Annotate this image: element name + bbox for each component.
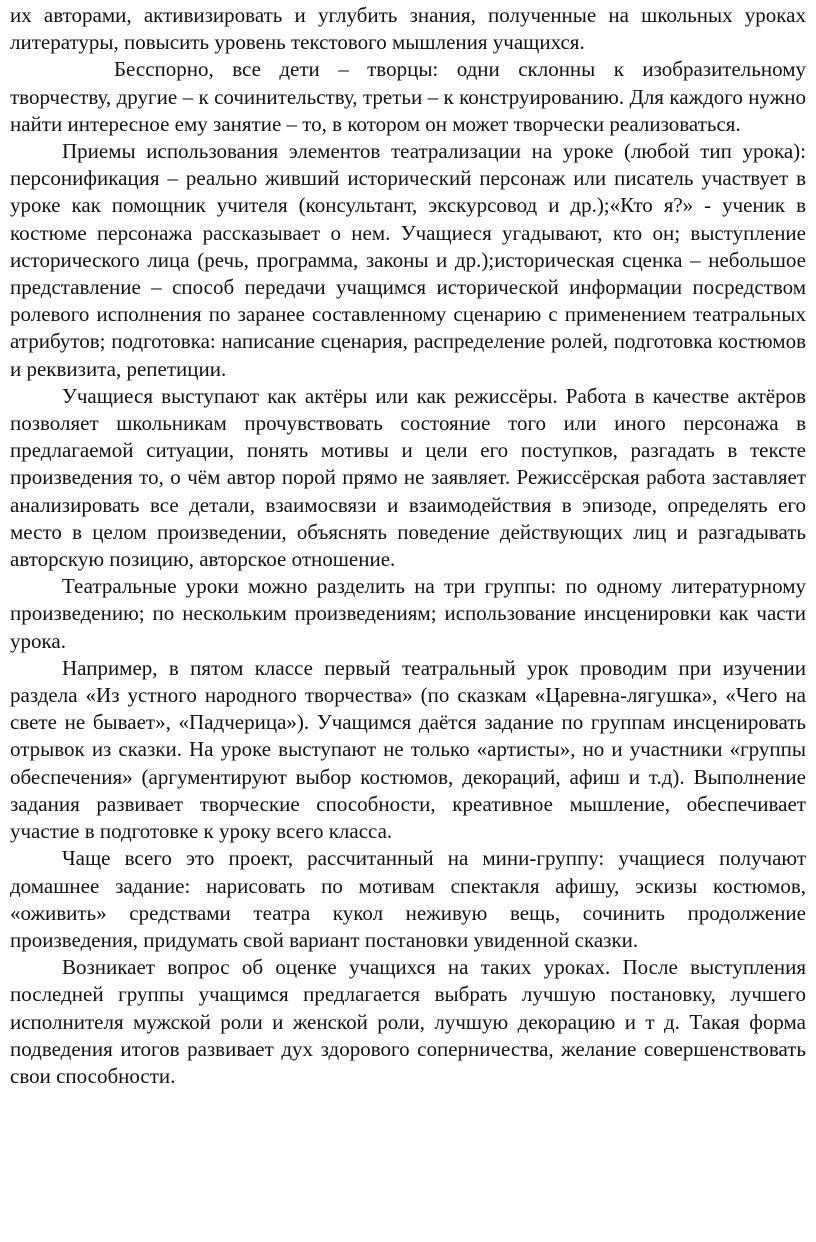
paragraph-lesson-groups: Театральные уроки можно разделить на три группы: по одному литературному произведению; по нескольким произведениям; использование инсценировки как части урока. — [10, 574, 806, 653]
paragraph-assessment: Возникает вопрос об оценке учащихся на таких уроках. После выступления последней группы учащимся предлагается выбрать лучшую постановку, лучшего исполнителя мужской роли и женской роли, лучшую декорацию и т д. Такая форма подведения итогов развивает дух здорового соперничества, желание совершенствовать свои способности. — [10, 955, 806, 1088]
paragraph-continuation: их авторами, активизировать и углубить знания, полученные на школьных уроках литературы, повысить уровень текстового мышления учащихся. — [10, 3, 806, 55]
document-page — [10, 2, 806, 1090]
paragraph-theatrical-techniques: Приемы использования элементов театрализации на уроке (любой тип урока): персонификация – реально живший исторический персонаж или писатель участвует в уроке как помощник учителя (консультант, экскурсовод и др.);«Кто я?» - ученик в костюме персонажа рассказывает о нем. Учащиеся угадывают, кто он; выступление исторического лица (речь, программа, законы и др.);историческая сценка – небольшое представление – способ передачи учащимся исторической информации посредством ролевого исполнения по заранее составленному сценарию с применением театральных атрибутов; подготовка: написание сценария, распределение ролей, подготовка костюмов и реквизита, репетиции. — [10, 139, 806, 381]
paragraph-mini-group-project: Чаще всего это проект, рассчитанный на мини-группу: учащиеся получают домашнее задание: нарисовать по мотивам спектакля афишу, эскизы костюмов, «оживить» средствами театра кукол неживую вещь, сочинить продолжение произведения, придумать свой вариант постановки увиденной сказки. — [10, 846, 806, 952]
paragraph-fifth-grade-example: Например, в пятом классе первый театральный урок проводим при изучении раздела «Из устного народного творчества» (по сказкам «Царевна-лягушка», «Чего на свете не бывает», «Падчерица»). Учащимся даётся задание по группам инсценировать отрывок из сказки. На уроке выступают не только «артисты», но и участники «группы обеспечения» (аргументируют выбор костюмов, декораций, афиш и т.д). Выполнение задания развивает творческие способности, креативное мышление, обеспечивает участие в подготовке к уроку всего класса. — [10, 655, 806, 844]
paragraph-actors-directors: Учащиеся выступают как актёры или как режиссёры. Работа в качестве актёров позволяет школьникам прочувствовать состояние того или иного персонажа в предлагаемой ситуации, понять мотивы и цели его поступков, разгадать в тексте произведения то, о чём автор порой прямо не заявляет. Режиссёрская работа заставляет анализировать все детали, взаимосвязи и взаимодействия в эпизоде, определять его место в целом произведении, объяснять поведение действующих лиц и разгадывать авторскую позицию, авторское отношение. — [10, 383, 806, 572]
paragraph-creativity: Бесспорно, все дети – творцы: одни склонны к изобразительному творчеству, другие – к сочинительству, третьи – к конструированию. Для каждого нужно найти интересное ему занятие – то, в котором он может творчески реализоваться. — [10, 57, 806, 136]
